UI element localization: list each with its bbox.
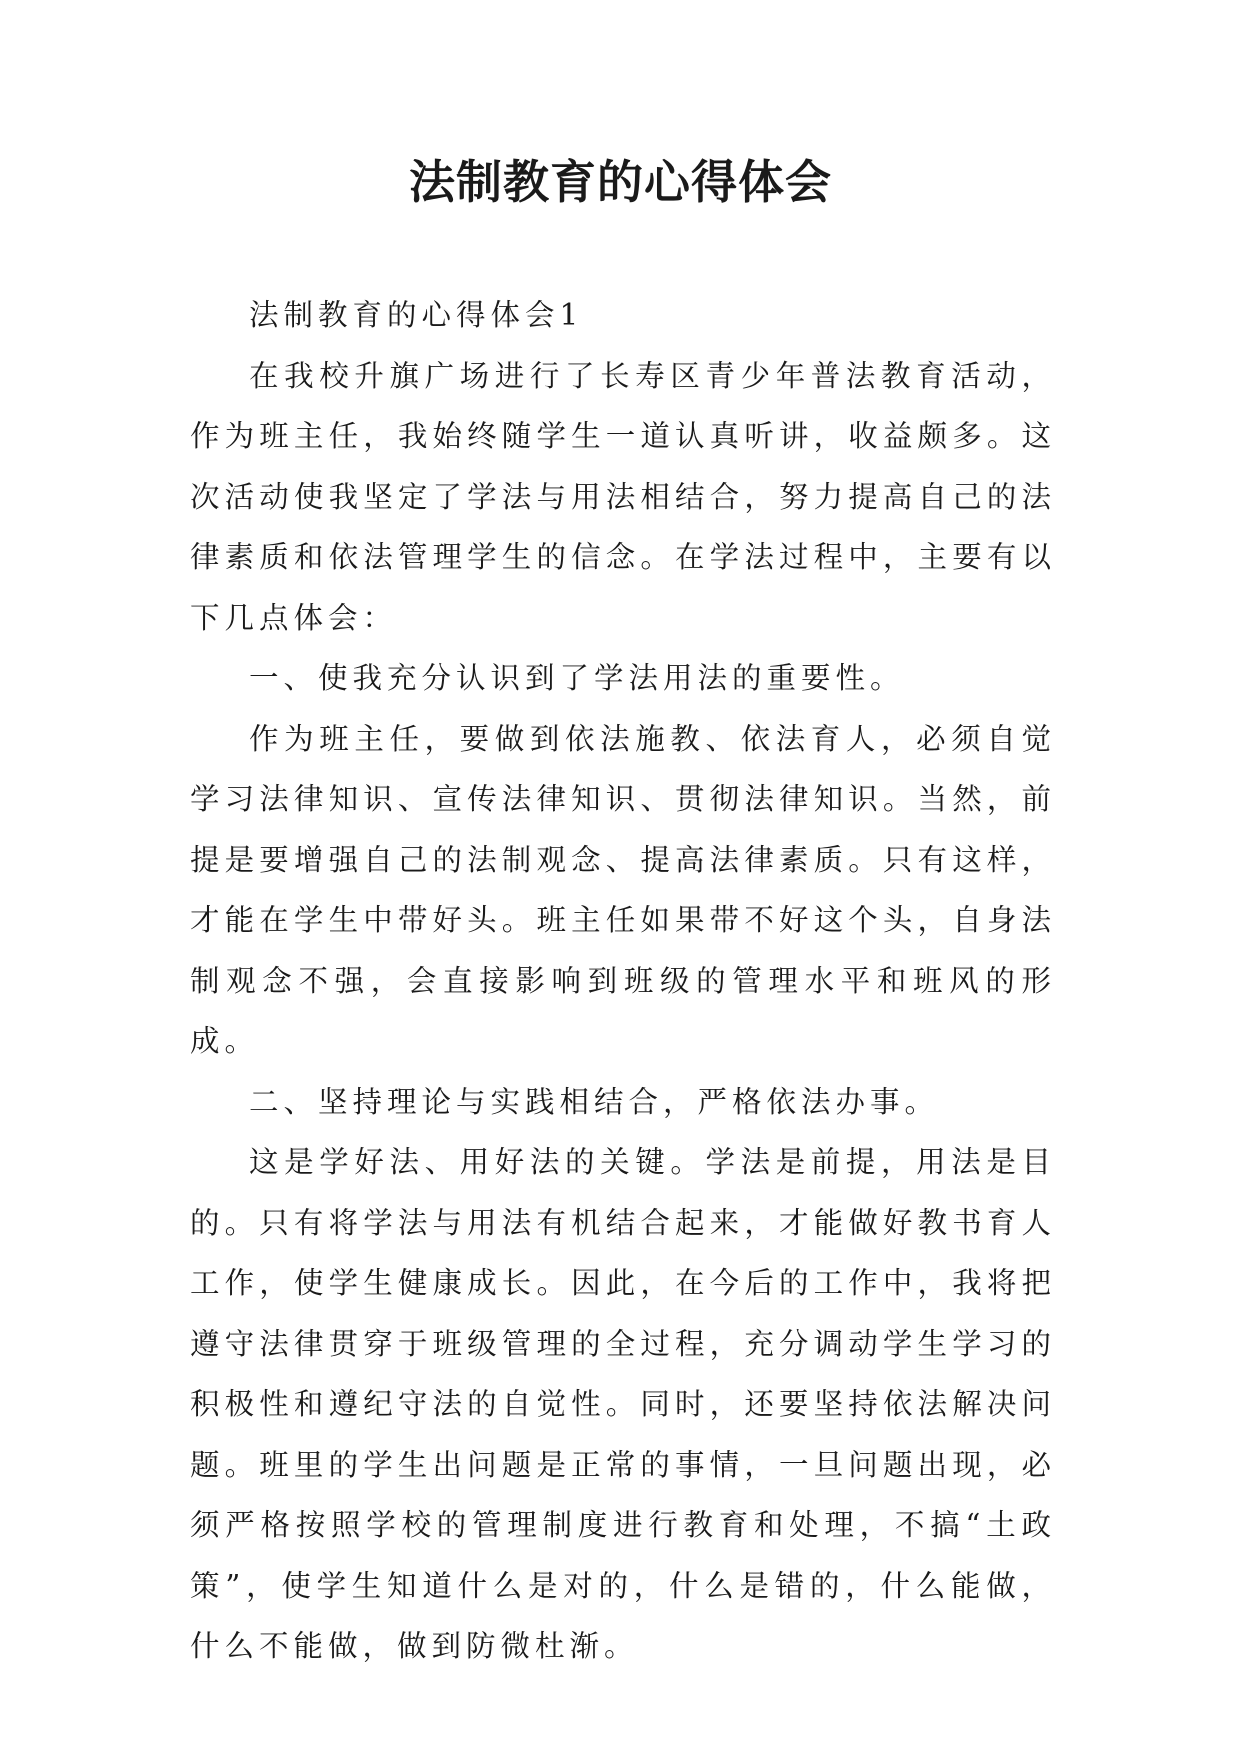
section-heading: 法制教育的心得体会1 bbox=[249, 298, 584, 332]
paragraph-point-two: 这是学好法、用好法的关键。学法是前提，用法是目的。只有将学法与用法有机结合起来，才能做好教书育人工作，使学生健康成长。因此，在今后的工作中，我将把遵守法律贯穿于班级管理的全过程，充分调动学生学习的积极性和遵纪守法的自觉性。同时，还要坚持依法解决问题。班里的学生出问题是正常的事情，一旦问题出现，必须严格按照学校的管理制度进行教育和处理，不搞“土政策”，使学生知道什么是对的，什么是错的，什么能做，什么不能做，做到防微杜渐。 bbox=[190, 1145, 1056, 1663]
paragraph-intro: 在我校升旗广场进行了长寿区青少年普法教育活动，作为班主任，我始终随学生一道认真听讲，收益颇多。这次活动使我坚定了学法与用法相结合，努力提高自己的法律素质和依法管理学生的信念。在学法过程中，主要有以下几点体会： bbox=[190, 358, 1056, 635]
document-title: 法制教育的心得体会 bbox=[409, 155, 832, 209]
point-one-heading: 一、使我充分认识到了学法用法的重要性。 bbox=[249, 661, 905, 695]
point-two-heading: 二、坚持理论与实践相结合，严格依法办事。 bbox=[249, 1084, 940, 1119]
paragraph-point-one: 作为班主任，要做到依法施教、依法育人，必须自觉学习法律知识、宣传法律知识、贯彻法律知识。当然，前提是要增强自己的法制观念、提高法律素质。只有这样，才能在学生中带好头。班主任如果带不好这个头，自身法制观念不强，会直接影响到班级的管理水平和班风的形成。 bbox=[190, 721, 1056, 1058]
document-body bbox=[190, 285, 1056, 1677]
